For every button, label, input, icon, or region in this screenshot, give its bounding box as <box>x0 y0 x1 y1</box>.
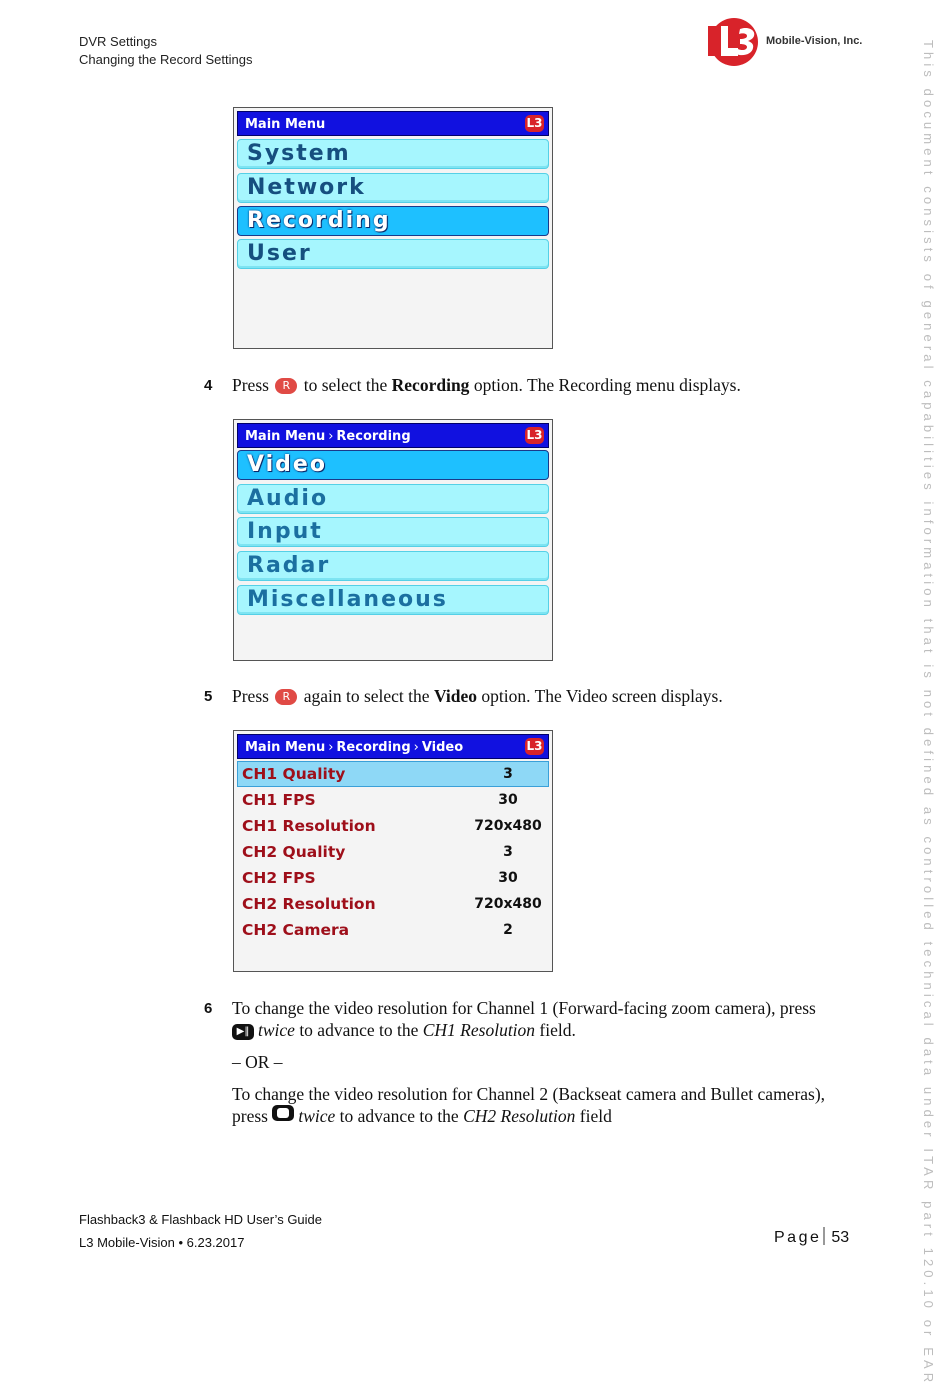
page-number <box>774 1227 849 1247</box>
setting-label: CH2 Camera <box>242 921 350 939</box>
menu-item-audio[interactable]: Audio <box>237 484 549 514</box>
footer-company-date: L3 Mobile-Vision • 6.23.2017 <box>79 1235 245 1250</box>
page-header <box>79 33 252 69</box>
screen-title-bar <box>237 111 549 136</box>
header-subsection: Changing the Record Settings <box>79 52 253 67</box>
r-button-icon: R <box>275 689 297 705</box>
setting-row-ch2-quality[interactable] <box>237 839 549 865</box>
header-section: DVR Settings <box>79 34 158 49</box>
play-pause-button-icon: ▶‖ <box>232 1024 254 1040</box>
step-6-line5: press twice to advance to the CH2 Resolution field <box>232 1106 612 1126</box>
menu-item-system[interactable]: System <box>237 139 549 169</box>
setting-value: 30 <box>498 792 518 808</box>
step-text: Press R again to select the Video option. The Video screen displays. <box>232 686 723 706</box>
l3-badge-icon: L3 <box>526 739 543 753</box>
page-number-value: 53 <box>831 1229 850 1246</box>
breadcrumb-video: Video <box>421 740 464 755</box>
breadcrumb-separator: › <box>328 740 334 755</box>
company-logo <box>704 16 874 68</box>
screen-title-bar <box>237 734 549 759</box>
setting-label: CH1 Resolution <box>242 817 376 835</box>
side-notice <box>921 40 950 1386</box>
menu-item-input[interactable]: Input <box>237 517 549 547</box>
setting-label: CH1 Quality <box>242 765 346 783</box>
footer-guide-title: Flashback3 & Flashback HD User’s Guide <box>79 1212 323 1227</box>
r-button-icon: R <box>275 378 297 394</box>
setting-row-ch1-fps[interactable] <box>237 787 549 813</box>
itar-notice-text: This document consists of general capabilities information that is not defined as controlled technical data under ITAR part 120.10 or EAR <box>921 40 936 1386</box>
menu-item-radar[interactable]: Radar <box>237 551 549 581</box>
step-number: 6 <box>204 1000 213 1017</box>
menu-item-video[interactable]: Video <box>237 450 549 480</box>
step-number: 4 <box>204 377 213 394</box>
breadcrumb-recording: Recording <box>336 740 411 755</box>
setting-value: 3 <box>503 766 513 782</box>
recording-menu-screenshot <box>233 419 553 661</box>
setting-value: 2 <box>503 922 513 938</box>
setting-row-ch1-quality[interactable] <box>237 761 549 787</box>
l3-logo-icon <box>704 16 764 68</box>
menu-item-recording[interactable]: Recording <box>237 206 549 236</box>
menu-item-network[interactable]: Network <box>237 173 549 203</box>
breadcrumb-separator: › <box>328 429 334 444</box>
step-6-line2: ▶‖ twice to advance to the CH1 Resolution field. <box>232 1019 576 1041</box>
page-footer <box>79 1208 322 1254</box>
setting-label: CH1 FPS <box>242 791 316 809</box>
setting-value: 720x480 <box>474 896 542 912</box>
screen-title-bar <box>237 423 549 448</box>
step-6-line4: To change the video resolution for Channel 2 (Backseat camera and Bullet cameras), <box>232 1084 826 1104</box>
step-number: 5 <box>204 688 213 705</box>
step-text: Press R to select the Recording option. The Recording menu displays. <box>232 375 741 395</box>
step-text-line1: To change the video resolution for Channel 1 (Forward-facing zoom camera), press <box>232 998 816 1018</box>
stop-button-icon <box>272 1105 294 1121</box>
menu-item-miscellaneous[interactable]: Miscellaneous <box>237 585 549 615</box>
breadcrumb-separator: › <box>413 740 419 755</box>
l3-badge-icon: L3 <box>526 116 543 130</box>
setting-value: 3 <box>503 844 513 860</box>
setting-row-ch2-camera[interactable] <box>237 917 549 943</box>
page-divider <box>823 1227 825 1245</box>
breadcrumb-main-menu: Main Menu <box>245 429 326 444</box>
l3-badge-icon: L3 <box>526 428 543 442</box>
or-separator: – OR – <box>232 1052 283 1072</box>
setting-value: 30 <box>498 870 518 886</box>
page-label: Page <box>774 1229 822 1246</box>
logo-text: Mobile-Vision, Inc. <box>766 35 863 47</box>
breadcrumb-main-menu: Main Menu <box>245 740 326 755</box>
setting-value: 720x480 <box>474 818 542 834</box>
screen-title: Main Menu <box>245 117 326 132</box>
setting-row-ch1-resolution[interactable] <box>237 813 549 839</box>
setting-label: CH2 FPS <box>242 869 316 887</box>
setting-label: CH2 Resolution <box>242 895 376 913</box>
video-settings-screenshot <box>233 730 553 972</box>
setting-row-ch2-fps[interactable] <box>237 865 549 891</box>
setting-row-ch2-resolution[interactable] <box>237 891 549 917</box>
breadcrumb-recording: Recording <box>336 429 411 444</box>
setting-label: CH2 Quality <box>242 843 346 861</box>
main-menu-screenshot <box>233 107 553 349</box>
menu-item-user[interactable]: User <box>237 239 549 269</box>
